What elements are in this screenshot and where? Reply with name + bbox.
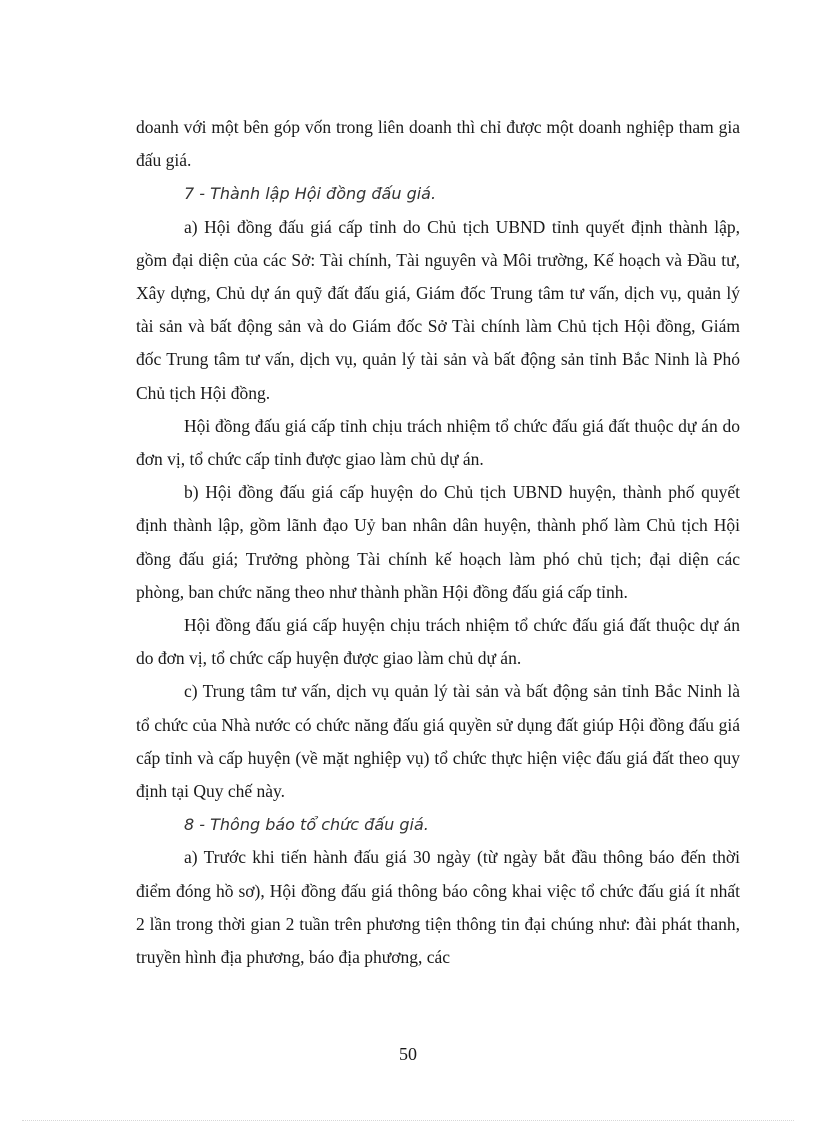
paragraph-7b: b) Hội đồng đấu giá cấp huyện do Chủ tịch UBND huyện, thành phố quyết định thành lập, gồm lãnh đạo Uỷ ban nhân dân huyện, thành phố làm Chủ tịch Hội đồng đấu giá; Trưởng phòng Tài chính kế hoạch làm phó chủ tịch; đại diện các phòng, ban chức năng theo như thành phần Hội đồng đấu giá cấp tỉnh. — [136, 482, 740, 602]
paragraph-7b-responsibility: Hội đồng đấu giá cấp huyện chịu trách nhiệm tổ chức đấu giá đất thuộc dự án do đơn vị, tổ chức cấp huyện được giao làm chủ dự án. — [136, 615, 740, 669]
paragraph-7c: c) Trung tâm tư vấn, dịch vụ quản lý tài sản và bất động sản tỉnh Bắc Ninh là tổ chức của Nhà nước có chức năng đấu giá quyền sử dụng đất giúp Hội đồng đấu giá cấp tỉnh và cấp huyện (về mặt nghiệp vụ) tổ chức thực hiện việc đấu giá đất theo quy định tại Quy chế này. — [136, 681, 740, 802]
paragraph-7a: a) Hội đồng đấu giá cấp tỉnh do Chủ tịch UBND tỉnh quyết định thành lập, gồm đại diện của các Sở: Tài chính, Tài nguyên và Môi trường, Kế hoạch và Đầu tư, Xây dựng, Chủ dự án quỹ đất đấu giá, Giám đốc Trung tâm tư vấn, dịch vụ, quản lý tài sản và bất động sản và do Giám đốc Sở Tài chính làm Chủ tịch Hội đồng, Giám đốc Trung tâm tư vấn, dịch vụ, quản lý tài sản và bất động sản tỉnh Bắc Ninh là Phó Chủ tịch Hội đồng. — [136, 216, 740, 403]
page-number: 50 — [399, 1044, 417, 1064]
section-heading-8: 8 - Thông báo tổ chức đấu giá. — [184, 815, 429, 835]
paragraph-8a: a) Trước khi tiến hành đấu giá 30 ngày (từ ngày bắt đầu thông báo đến thời điểm đóng hồ sơ), Hội đồng đấu giá thông báo công khai việc tổ chức đấu giá ít nhất 2 lần trong thời gian 2 tuần trên phương tiện thông tin đại chúng như: đài phát thanh, truyền hình địa phương, báo địa phương, các — [136, 847, 740, 968]
paragraph-7a-responsibility: Hội đồng đấu giá cấp tỉnh chịu trách nhiệm tổ chức đấu giá đất thuộc dự án do đơn vị, tổ chức cấp tỉnh được giao làm chủ dự án. — [136, 415, 740, 470]
body-text — [136, 111, 740, 974]
paragraph-continuation: doanh với một bên góp vốn trong liên doanh thì chỉ được một doanh nghiệp tham gia đấu giá. — [136, 117, 740, 171]
section-heading-7: 7 - Thành lập Hội đồng đấu giá. — [184, 184, 437, 204]
page-bottom-divider — [22, 1120, 794, 1121]
